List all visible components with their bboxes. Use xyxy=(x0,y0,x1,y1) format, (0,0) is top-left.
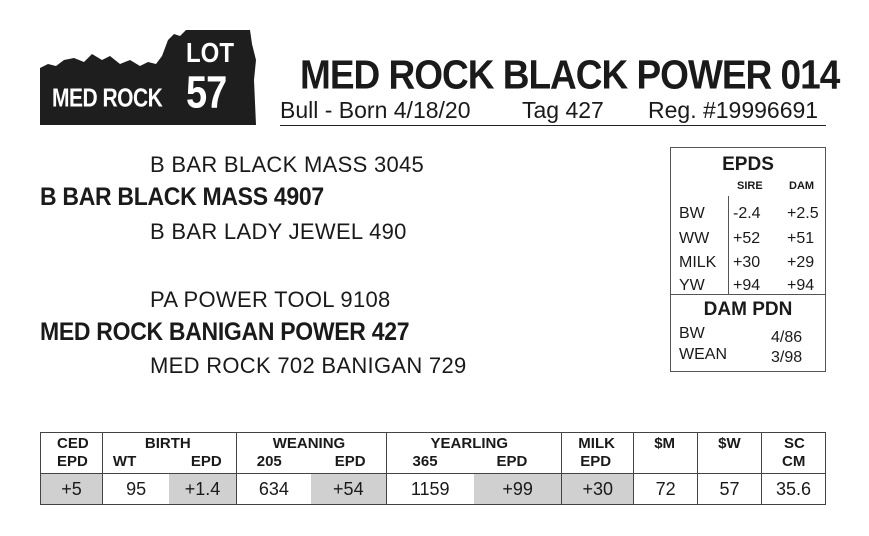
header-milk xyxy=(562,433,634,474)
tag-number: Tag 427 xyxy=(522,97,604,123)
milk-epd-value: +30 xyxy=(562,474,634,505)
birth-wt-value: 95 xyxy=(126,478,147,499)
ced-epd-value: +5 xyxy=(41,474,103,505)
lot-number: 57 xyxy=(186,68,227,119)
epds-dam-value: +51 xyxy=(787,230,815,247)
header-dollar-m xyxy=(634,433,698,474)
weaning-values xyxy=(236,474,386,505)
sex-born: Bull - Born 4/18/20 xyxy=(280,97,471,123)
epds-col-dam: DAM xyxy=(789,180,815,192)
yearling-values xyxy=(386,474,562,505)
header-yearling xyxy=(386,433,562,474)
epds-trait: YW xyxy=(679,277,705,294)
lot-label: LOT xyxy=(186,38,234,70)
dam-pdn-box xyxy=(670,294,826,372)
header-dollar-w-label: $W xyxy=(718,435,741,452)
animal-name: MED ROCK BLACK POWER 014 xyxy=(300,52,840,98)
weaning-205-value: 634 xyxy=(258,478,289,499)
header-weaning-205: 205 xyxy=(256,453,282,470)
animal-info-line xyxy=(280,95,826,126)
header-sc xyxy=(762,433,826,474)
dam-pdn-label: WEAN xyxy=(679,346,727,363)
epds-trait: WW xyxy=(679,230,710,247)
header-birth xyxy=(102,433,236,474)
epds-dam-value: +94 xyxy=(787,277,815,294)
dollar-m-value: 72 xyxy=(634,474,698,505)
header-sc-line1: SC xyxy=(784,435,805,452)
epds-trait: MILK xyxy=(679,254,717,271)
dam-pdn-value: 3/98 xyxy=(771,349,803,366)
header-weaning-title: WEANING xyxy=(272,435,346,452)
dam-pdn-label: BW xyxy=(679,325,705,342)
header-birth-title: BIRTH xyxy=(144,435,191,452)
performance-table xyxy=(40,432,826,505)
dam-pdn-value: 4/86 xyxy=(771,329,803,346)
performance-header-row xyxy=(41,433,826,474)
performance-values-row xyxy=(41,474,826,505)
epds-trait: BW xyxy=(679,205,705,222)
header-ced xyxy=(41,433,103,474)
epds-dam-value: +29 xyxy=(787,254,815,271)
pedigree-dam: MED ROCK BANIGAN POWER 427 xyxy=(40,317,410,346)
epds-box xyxy=(670,147,826,295)
pedigree-sire: B BAR BLACK MASS 4907 xyxy=(40,182,324,211)
header-dollar-m-label: $M xyxy=(654,435,676,452)
pedigree-dam-sire: PA POWER TOOL 9108 xyxy=(150,287,391,312)
header-ced-line1: CED xyxy=(57,435,89,452)
birth-epd-value: +1.4 xyxy=(169,474,235,504)
yearling-365-value: 1159 xyxy=(410,478,450,499)
header-milk-line1: MILK xyxy=(578,435,615,452)
header-birth-epd: EPD xyxy=(190,453,222,470)
header-birth-wt: WT xyxy=(112,453,137,470)
pedigree-sire-sire: B BAR BLACK MASS 3045 xyxy=(150,152,425,177)
epds-col-sire: SIRE xyxy=(737,180,763,192)
header-yearling-title: YEARLING xyxy=(430,435,509,452)
header-yearling-365: 365 xyxy=(412,453,438,470)
header-weaning xyxy=(236,433,386,474)
pedigree-sire-dam: B BAR LADY JEWEL 490 xyxy=(150,219,407,244)
epds-divider xyxy=(728,196,729,294)
sc-cm-value: 35.6 xyxy=(762,474,826,505)
header-yearling-epd: EPD xyxy=(496,453,528,470)
dollar-w-value: 57 xyxy=(698,474,762,505)
header-milk-line2: EPD xyxy=(580,453,612,470)
header-sc-line2: CM xyxy=(782,453,806,470)
epds-sire-value: +30 xyxy=(733,254,761,271)
lot-logo xyxy=(40,30,256,125)
dam-pdn-title: DAM PDN xyxy=(703,299,793,320)
epds-sire-value: +94 xyxy=(733,277,761,294)
epds-sire-value: -2.4 xyxy=(733,205,761,222)
yearling-epd-value: +99 xyxy=(474,474,561,504)
header-dollar-w xyxy=(698,433,762,474)
weaning-epd-value: +54 xyxy=(311,474,385,504)
pedigree-dam-dam: MED ROCK 702 BANIGAN 729 xyxy=(150,353,467,378)
header-ced-line2: EPD xyxy=(57,453,88,470)
registration-number: Reg. #19996691 xyxy=(648,97,819,123)
epds-title: EPDS xyxy=(722,154,774,175)
brand-name: MED ROCK xyxy=(52,84,163,113)
epds-sire-value: +52 xyxy=(733,230,761,247)
header-weaning-epd: EPD xyxy=(334,453,366,470)
birth-values xyxy=(102,474,236,505)
epds-dam-value: +2.5 xyxy=(787,205,819,222)
